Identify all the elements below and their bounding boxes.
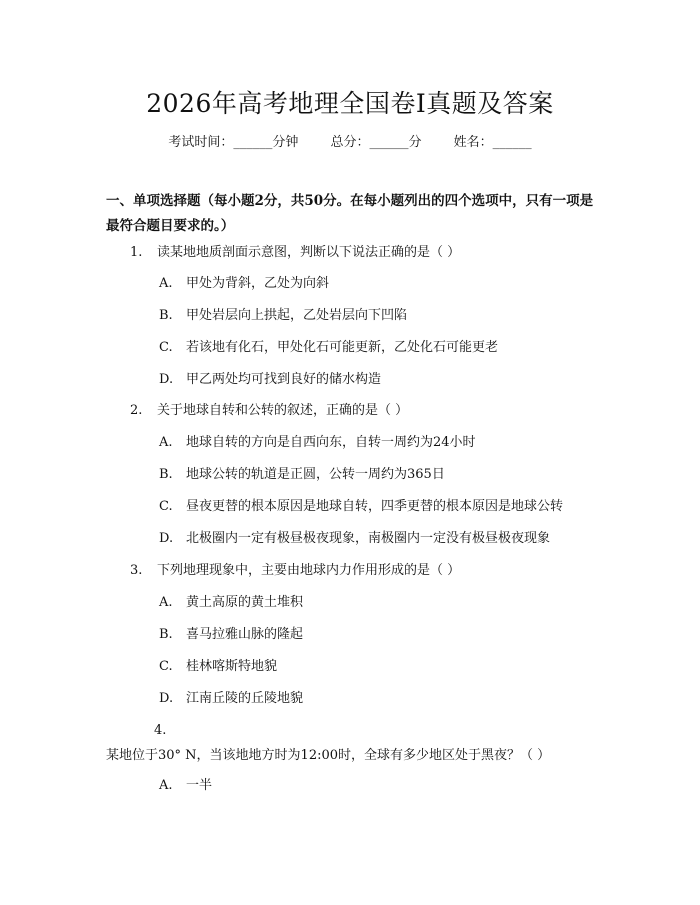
option-text: 昼夜更替的根本原因是地球自转，四季更替的根本原因是地球公转 (186, 499, 564, 514)
option-text: 喜马拉雅山脉的隆起 (186, 627, 304, 642)
question-2-option-d (159, 526, 599, 551)
option-letter: D. (159, 531, 174, 546)
question-2-stem (130, 398, 600, 423)
option-letter: A. (159, 435, 173, 450)
option-letter: C. (159, 340, 173, 355)
option-letter: A. (159, 778, 173, 793)
option-letter: A. (159, 595, 173, 610)
option-letter: D. (159, 691, 174, 706)
option-letter: D. (159, 372, 174, 387)
question-1-option-d (159, 367, 599, 392)
option-letter: A. (159, 276, 173, 291)
question-text: 某地位于30° N，当该地地方时为12:00时，全球有多少地区处于黑夜？（ ） (106, 748, 551, 763)
option-text: 江南丘陵的丘陵地貌 (186, 691, 304, 706)
option-letter: B. (159, 467, 173, 482)
option-text: 一半 (186, 778, 213, 793)
question-1-option-b (159, 303, 599, 328)
question-2-option-a (159, 430, 599, 455)
question-number: 2. (130, 403, 143, 418)
question-1-stem (130, 240, 600, 265)
option-text: 地球自转的方向是自西向东，自转一周约为24小时 (186, 435, 476, 450)
question-2-option-c (159, 494, 599, 519)
name-field: 姓名：______ (453, 135, 532, 150)
option-text: 甲乙两处均可找到良好的储水构造 (186, 372, 382, 387)
option-letter: C. (159, 499, 173, 514)
question-4-stem (106, 718, 600, 768)
section-heading: 一、单项选择题（每小题2分，共50分。在每小题列出的四个选项中，只有一项是最符合题目要求的。） (106, 193, 594, 234)
question-2-option-b (159, 462, 599, 487)
question-text: 读某地地质剖面示意图，判断以下说法正确的是（ ） (157, 245, 461, 260)
question-number: 1. (130, 245, 143, 260)
question-3-option-b (159, 622, 599, 647)
option-text: 若该地有化石，甲处化石可能更新，乙处化石可能更老 (186, 340, 499, 355)
option-text: 甲处为背斜，乙处为向斜 (186, 276, 330, 291)
question-number: 3. (130, 563, 143, 578)
exam-time-field: 考试时间：______分钟 (168, 135, 299, 150)
question-1-option-a (159, 271, 599, 296)
option-text: 地球公转的轨道是正圆，公转一周约为365日 (186, 467, 445, 482)
question-number: 4. (154, 723, 167, 738)
option-letter: C. (159, 659, 173, 674)
question-4-option-a (159, 773, 599, 798)
exam-title: 2026年高考地理全国卷Ⅰ真题及答案 (146, 89, 554, 118)
question-3-stem (130, 558, 600, 583)
question-3-option-a (159, 590, 599, 615)
question-text: 关于地球自转和公转的叙述，正确的是（ ） (157, 403, 409, 418)
option-text: 桂林喀斯特地貌 (186, 659, 278, 674)
exam-meta-line (0, 131, 700, 150)
option-text: 甲处岩层向上拱起，乙处岩层向下凹陷 (186, 308, 408, 323)
total-score-field: 总分：______分 (330, 135, 422, 150)
option-text: 北极圈内一定有极昼极夜现象，南极圈内一定没有极昼极夜现象 (186, 531, 551, 546)
question-3-option-c (159, 654, 599, 679)
question-3-option-d (159, 686, 599, 711)
question-text: 下列地理现象中，主要由地球内力作用形成的是（ ） (157, 563, 461, 578)
option-text: 黄土高原的黄土堆积 (186, 595, 304, 610)
option-letter: B. (159, 627, 173, 642)
question-1-option-c (159, 335, 599, 360)
option-letter: B. (159, 308, 173, 323)
